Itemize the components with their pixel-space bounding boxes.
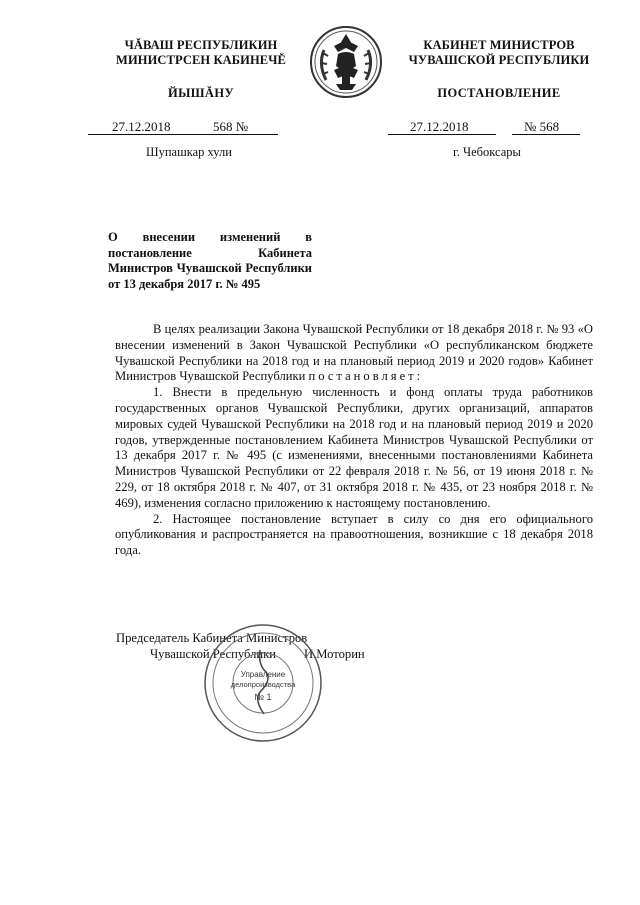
signature-title-line1: Председатель Кабинета Министров [116,631,308,645]
header-left-line2: МИНИСТРСЕН КАБИНЕЧĔ [116,53,286,67]
header-left-line1: ЧĂВАШ РЕСПУБЛИКИН [124,38,278,52]
stamp-seal [200,620,326,746]
header-right-org [394,38,604,68]
header-right-line1: КАБИНЕТ МИНИСТРОВ [423,38,575,52]
header-right-doc-type: ПОСТАНОВЛЕНИЕ [437,86,561,100]
header-left-doc-type: ЙЫШĂНУ [167,86,235,100]
left-number: 568 № [213,119,249,134]
body-item-1: 1. Внести в предельную численность и фонд оплаты труда работников государственных органов Чувашской Республики, других организаций, аппаратов мировых судей Чувашской Республики на 2018 год и на плановый период 2019 и 2020 годов, утвержденные постановлением Кабинета Министров Чувашской Республики от 13 декабря 2017 г. № 495 (с изменениями, внесенными постановлениями Кабинета Министров Чувашской Республики от 22 февраля 2018 г. № 56, от 19 июня 2018 г. № 229, от 18 октября 2018 г. № 407, от 31 октября 2018 г. № 435, от 23 ноября 2018 г. № 469), изменения согласно приложению к настоящему постановлению. [115,385,593,510]
body-item-2: 2. Настоящее постановление вступает в силу со дня его официального опубликования и распространяется на правоотношения, возникшие с 18 декабря 2018 года. [115,511,593,558]
place-right: г. Чебоксары [453,145,521,159]
left-date-underline [88,134,278,135]
emblem-icon [304,20,388,104]
signature-title-line2: Чувашской Республики [150,647,276,661]
right-date-underline [388,134,496,135]
body-intro [115,322,593,385]
right-number-underline [512,134,580,135]
document-subject: О внесении изменений в постановление Кабинета Министров Чувашской Республики от 13 декабря 2017 г. № 495 [108,230,312,291]
signature-name: И.Моторин [304,647,365,661]
stamp-line1: Управление [240,670,286,679]
stamp-line3: № 1 [254,692,272,702]
header-left-org [92,38,310,68]
body-intro-text: В целях реализации Закона Чувашской Республики от 18 декабря 2018 г. № 93 «О внесении изменений в Закон Чувашской Республики «О республиканском бюджете Чувашской Республики на 2018 год и на плановый период 2019 и 2020 годов» Кабинет Министров Чувашской Республики [115,322,593,384]
place-left: Шупашкар хули [146,145,232,159]
left-date: 27.12.2018 [112,119,171,134]
header-right-line2: ЧУВАШСКОЙ РЕСПУБЛИКИ [408,53,590,67]
stamp-line2: делопроизводства [230,680,296,689]
right-date: 27.12.2018 [410,119,469,134]
document-body [115,322,593,559]
body-intro-resolves: постановляет: [308,369,424,384]
right-number: № 568 [524,119,560,134]
